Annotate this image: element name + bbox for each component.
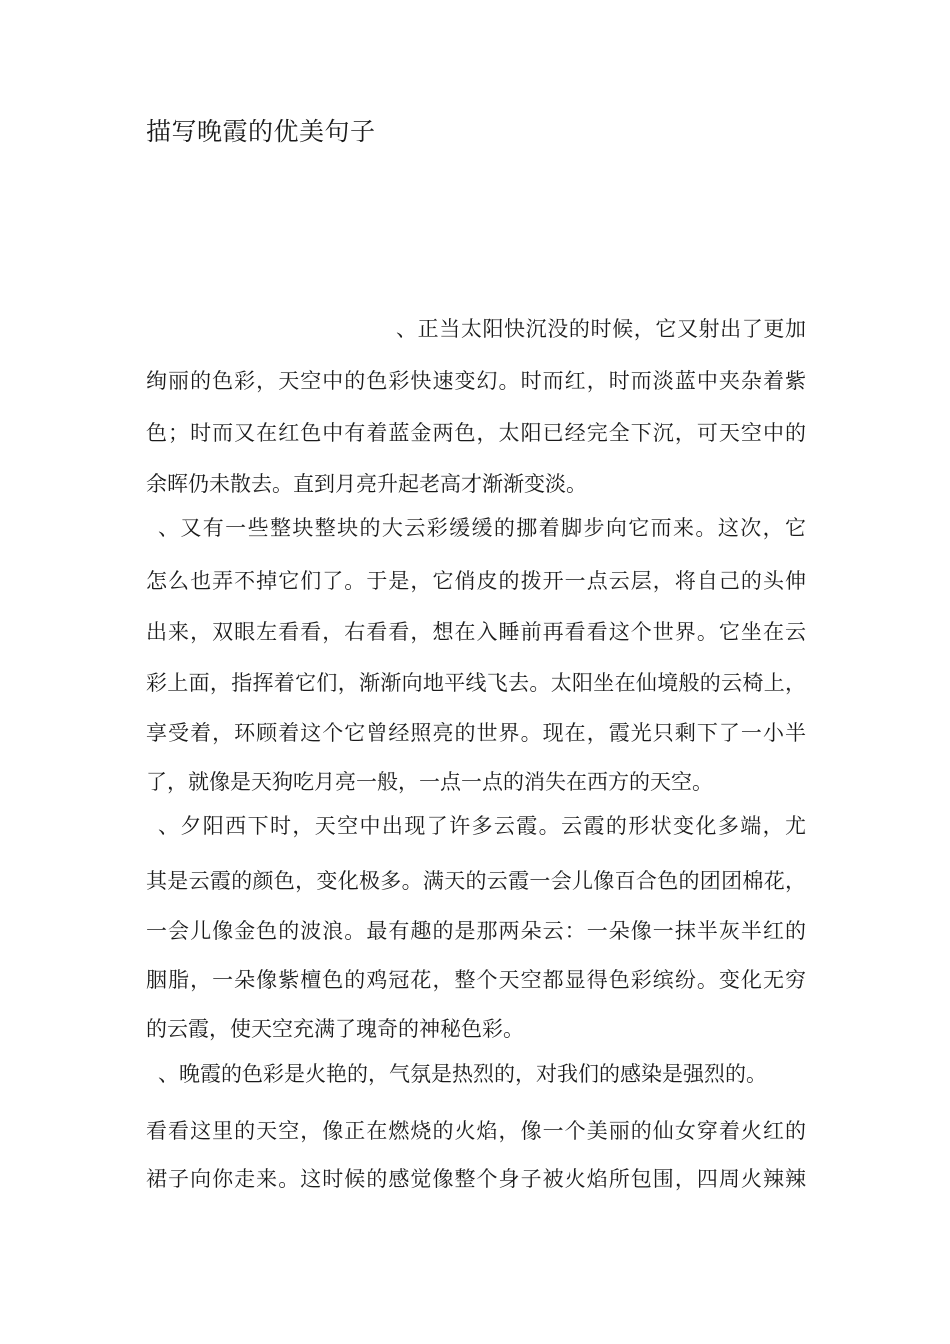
text-line: 、又有一些整块整块的大云彩缓缓的挪着脚步向它而来。这次，它 [158,516,806,540]
text-line: 、夕阳西下时，天空中出现了许多云霞。云霞的形状变化多端，尤 [158,814,806,838]
text-line: 彩上面，指挥着它们，渐渐向地平线飞去。太阳坐在仙境般的云椅上， [146,671,806,695]
text-line: 裙子向你走来。这时候的感觉像整个身子被火焰所包围，四周火辣辣 [146,1167,806,1191]
text-line: 余晖仍未散去。直到月亮升起老高才渐渐变淡。 [146,472,587,496]
text-line: 享受着，环顾着这个它曾经照亮的世界。现在，霞光只剩下了一小半 [146,721,806,745]
text-line: 色；时而又在红色中有着蓝金两色，太阳已经完全下沉，可天空中的 [146,421,806,445]
text-line: 了，就像是天狗吃月亮一般，一点一点的消失在西方的天空。 [146,770,713,794]
text-line: 、正当太阳快沉没的时候，它又射出了更加 [396,317,806,341]
text-line: 怎么也弄不掉它们了。于是，它俏皮的拨开一点云层，将自己的头伸 [146,569,806,593]
text-line: 一会儿像金色的波浪。最有趣的是那两朵云：一朵像一抹半灰半红的 [146,919,806,943]
document-title: 描写晚霞的优美句子 [146,117,376,146]
text-line: 的云霞，使天空充满了瑰奇的神秘色彩。 [146,1017,524,1041]
text-line: 其是云霞的颜色，变化极多。满天的云霞一会儿像百合色的团团棉花， [146,869,806,893]
text-line: 看看这里的天空，像正在燃烧的火焰，像一个美丽的仙女穿着火红的 [146,1119,806,1143]
text-line: 胭脂，一朵像紫檀色的鸡冠花，整个天空都显得色彩缤纷。变化无穷 [146,968,806,992]
text-line: 、晚霞的色彩是火艳的，气氛是热烈的，对我们的感染是强烈的。 [158,1062,767,1086]
text-line: 绚丽的色彩，天空中的色彩快速变幻。时而红，时而淡蓝中夹杂着紫 [146,369,806,393]
text-line: 出来，双眼左看看，右看看，想在入睡前再看看这个世界。它坐在云 [146,620,806,644]
